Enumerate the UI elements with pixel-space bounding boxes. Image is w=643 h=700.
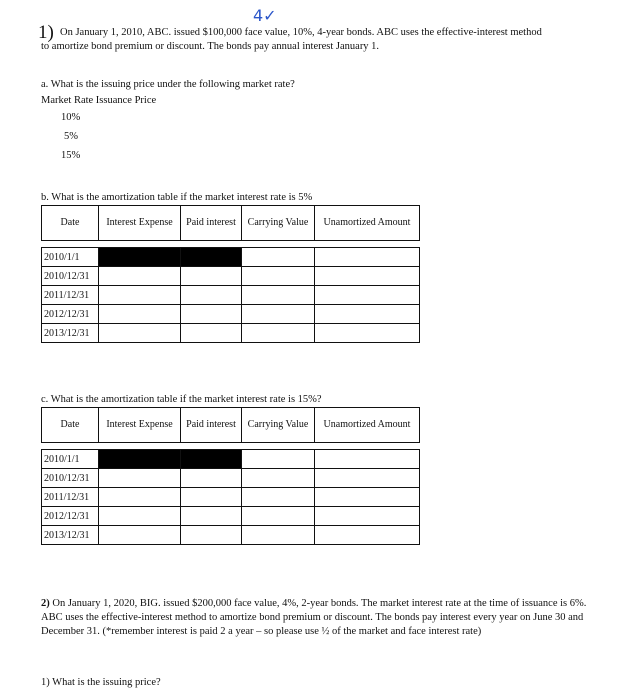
row-date: 2012/12/31	[42, 507, 99, 526]
col-interest-expense: Interest Expense	[99, 206, 181, 241]
question-1-number: 1)	[38, 22, 54, 43]
question-1-text-line1: On January 1, 2010, ABC. issued $100,000 face value, 10%, 4-year bonds. ABC uses the effective-interest method	[60, 27, 542, 38]
empty-cell	[242, 526, 315, 545]
table-row	[42, 488, 420, 507]
table-row	[42, 267, 420, 286]
empty-cell	[242, 324, 315, 343]
col-date: Date	[42, 206, 99, 241]
blacked-cell	[181, 450, 242, 469]
empty-cell	[242, 286, 315, 305]
empty-cell	[99, 324, 181, 343]
empty-cell	[315, 267, 420, 286]
empty-cell	[181, 488, 242, 507]
empty-cell	[99, 286, 181, 305]
empty-cell	[181, 469, 242, 488]
row-date: 2010/1/1	[42, 450, 99, 469]
empty-cell	[99, 488, 181, 507]
row-date: 2013/12/31	[42, 324, 99, 343]
row-date: 2010/12/31	[42, 267, 99, 286]
col-interest-expense: Interest Expense	[99, 408, 181, 443]
row-date: 2010/12/31	[42, 469, 99, 488]
col-paid-interest: Paid interest	[181, 408, 242, 443]
empty-cell	[181, 267, 242, 286]
table-row	[42, 324, 420, 343]
col-unamortized-amount: Unamortized Amount	[315, 206, 420, 241]
rate-15: 15%	[61, 150, 81, 161]
blacked-cell	[99, 450, 181, 469]
empty-cell	[99, 267, 181, 286]
question-2	[41, 597, 606, 639]
table-row	[42, 286, 420, 305]
handwritten-annotation: 4✓	[253, 6, 277, 25]
empty-cell	[242, 488, 315, 507]
row-date: 2012/12/31	[42, 305, 99, 324]
empty-cell	[315, 526, 420, 545]
col-paid-interest: Paid interest	[181, 206, 242, 241]
col-carrying-value: Carrying Value	[242, 206, 315, 241]
empty-cell	[99, 305, 181, 324]
table-header-row	[42, 206, 420, 241]
table-row	[42, 248, 420, 267]
empty-cell	[315, 305, 420, 324]
row-date: 2011/12/31	[42, 488, 99, 507]
empty-cell	[181, 286, 242, 305]
question-1-text-line2: to amortize bond premium or discount. The bonds pay annual interest January 1.	[41, 41, 380, 52]
rate-10: 10%	[61, 112, 81, 123]
table-row	[42, 450, 420, 469]
col-carrying-value: Carrying Value	[242, 408, 315, 443]
empty-cell	[242, 450, 315, 469]
col-unamortized-amount: Unamortized Amount	[315, 408, 420, 443]
table-header-row	[42, 408, 420, 443]
empty-cell	[242, 267, 315, 286]
question-2-subquestion: 1) What is the issuing price?	[41, 677, 161, 688]
table-gap	[42, 443, 420, 450]
empty-cell	[99, 469, 181, 488]
empty-cell	[315, 469, 420, 488]
part-a-header: Market Rate Issuance Price	[41, 95, 157, 106]
part-b-question: b. What is the amortization table if the market interest rate is 5%	[41, 192, 313, 203]
empty-cell	[181, 324, 242, 343]
empty-cell	[315, 248, 420, 267]
amortization-table-15pct	[41, 407, 420, 545]
rate-5: 5%	[64, 131, 78, 142]
empty-cell	[315, 324, 420, 343]
empty-cell	[242, 469, 315, 488]
empty-cell	[242, 507, 315, 526]
table-gap	[42, 241, 420, 248]
table-row	[42, 469, 420, 488]
empty-cell	[99, 507, 181, 526]
blacked-cell	[181, 248, 242, 267]
empty-cell	[242, 305, 315, 324]
amortization-table-5pct	[41, 205, 420, 343]
table-row	[42, 507, 420, 526]
row-date: 2013/12/31	[42, 526, 99, 545]
blacked-cell	[99, 248, 181, 267]
empty-cell	[242, 248, 315, 267]
question-2-number: 2)	[41, 598, 50, 609]
table-row	[42, 526, 420, 545]
part-c-question: c. What is the amortization table if the market interest rate is 15%?	[41, 394, 322, 405]
empty-cell	[181, 526, 242, 545]
empty-cell	[315, 507, 420, 526]
empty-cell	[315, 488, 420, 507]
question-2-text: On January 1, 2020, BIG. issued $200,000 face value, 4%, 2-year bonds. The market interest rate at the time of issuance is 6%. ABC uses the effective-interest method to amortize bond premium or discount. The bonds pay interest every year on June 30 and December 31. (*remember interest is paid 2 a year – so please use ½ of the market and face interest rate)	[41, 598, 587, 637]
table-row	[42, 305, 420, 324]
empty-cell	[99, 526, 181, 545]
row-date: 2011/12/31	[42, 286, 99, 305]
col-date: Date	[42, 408, 99, 443]
empty-cell	[181, 507, 242, 526]
empty-cell	[181, 305, 242, 324]
row-date: 2010/1/1	[42, 248, 99, 267]
empty-cell	[315, 286, 420, 305]
empty-cell	[315, 450, 420, 469]
part-a-question: a. What is the issuing price under the following market rate?	[41, 79, 295, 90]
